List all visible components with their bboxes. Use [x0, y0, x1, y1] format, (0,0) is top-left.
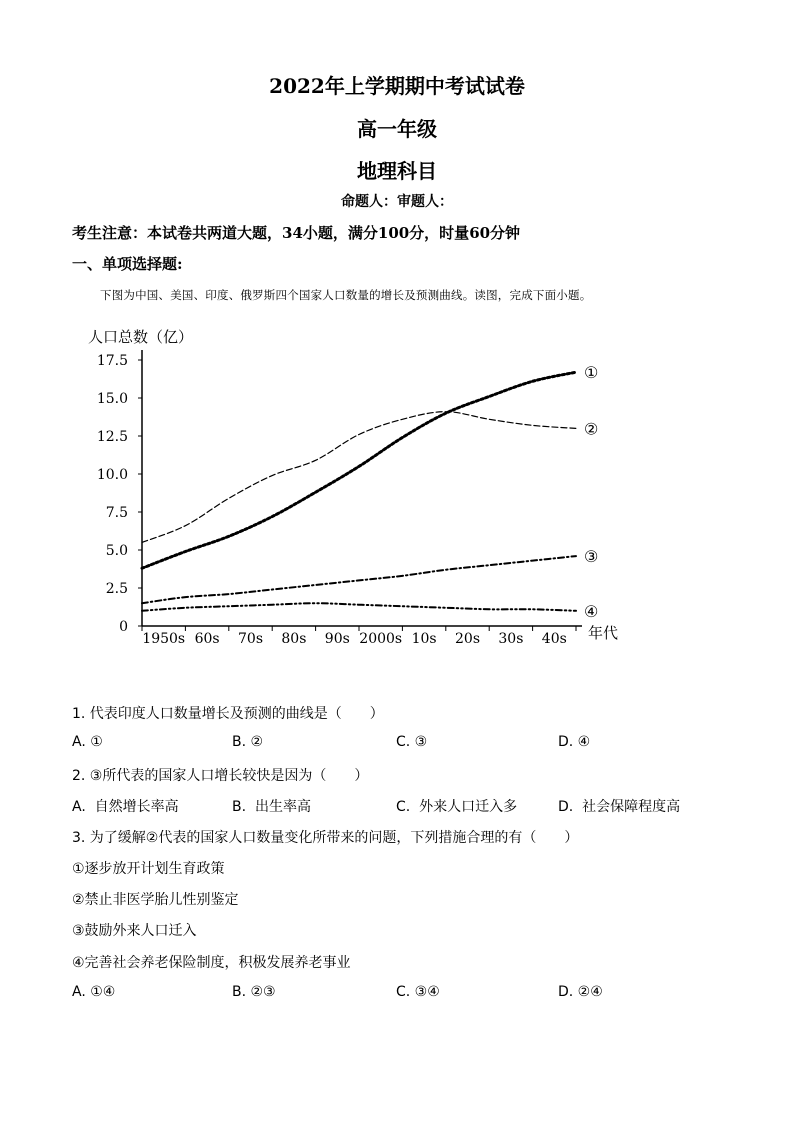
q1-option-a[interactable]: A. ①	[72, 734, 103, 750]
x-tick-label: 80s	[281, 631, 307, 647]
y-tick-label: 10.0	[96, 467, 128, 483]
x-tick-label: 2000s	[359, 631, 403, 647]
q1-option-c[interactable]: C. ③	[396, 734, 428, 750]
q1-option-d[interactable]: D. ④	[558, 734, 591, 750]
y-tick-label: 5.0	[105, 543, 128, 559]
setter-line: 命题人：审题人：	[341, 194, 453, 210]
series-line-2	[142, 412, 576, 543]
y-tick-label: 0	[119, 619, 128, 635]
q3-option-b[interactable]: B. ②③	[232, 984, 276, 1000]
series-label-2: ②	[584, 419, 599, 439]
y-tick-label: 7.5	[105, 505, 128, 521]
y-tick-label: 15.0	[96, 391, 128, 407]
x-tick-label: 1950s	[142, 631, 186, 647]
series-line-3	[142, 556, 576, 603]
population-chart	[0, 320, 794, 660]
question-1-stem: 1. 代表印度人口数量增长及预测的曲线是（ ）	[72, 706, 384, 722]
x-tick-label: 30s	[498, 631, 524, 647]
x-tick-label: 70s	[238, 631, 263, 647]
series-label-1: ①	[584, 363, 599, 383]
y-axis-label: 人口总数（亿）	[88, 328, 194, 346]
q3-option-a[interactable]: A. ①④	[72, 984, 116, 1000]
question-2-stem: 2. ③所代表的国家人口增长较快是因为（ ）	[72, 768, 369, 784]
series-line-4	[142, 603, 576, 611]
x-tick-label: 60s	[194, 631, 220, 647]
q2-option-c[interactable]: C. 外来人口迁入多	[396, 799, 518, 815]
x-tick-label: 20s	[455, 631, 480, 647]
series-label-4: ④	[584, 601, 599, 621]
section-heading: 一、单项选择题:	[72, 255, 183, 273]
q2-option-d[interactable]: D. 社会保障程度高	[558, 799, 681, 815]
q3-option-c[interactable]: C. ③④	[396, 984, 440, 1000]
section-intro: 下图为中国、美国、印度、俄罗斯四个国家人口数量的增长及预测曲线。读图，完成下面小题。	[100, 288, 592, 302]
q3-option-d[interactable]: D. ②④	[558, 984, 603, 1000]
q3-statement-1: ①逐步放开计划生育政策	[72, 861, 225, 877]
q1-option-b[interactable]: B. ②	[232, 734, 264, 750]
subject-title: 地理科目	[357, 159, 437, 183]
x-tick-label: 90s	[324, 631, 350, 647]
series-line-1	[142, 372, 576, 568]
exam-notice: 考生注意：本试卷共两道大题，34小题，满分100分，时量60分钟	[72, 224, 521, 242]
y-tick-label: 12.5	[96, 429, 128, 445]
q3-statement-2: ②禁止非医学胎儿性别鉴定	[72, 892, 239, 908]
q2-option-a[interactable]: A. 自然增长率高	[72, 799, 179, 815]
grade-title: 高一年级	[357, 117, 437, 141]
y-tick-label: 17.5	[96, 353, 128, 369]
question-3-stem: 3. 为了缓解②代表的国家人口数量变化所带来的问题，下列措施合理的有（ ）	[72, 830, 579, 846]
exam-title: 2022年上学期期中考试试卷	[269, 74, 525, 98]
series-label-3: ③	[584, 547, 599, 567]
q3-statement-4: ④完善社会养老保险制度，积极发展养老事业	[72, 955, 351, 971]
q3-statement-3: ③鼓励外来人口迁入	[72, 923, 197, 939]
y-tick-label: 2.5	[105, 581, 128, 597]
x-tick-label: 40s	[541, 631, 567, 647]
x-axis-label: 年代	[588, 624, 619, 642]
q2-option-b[interactable]: B. 出生率高	[232, 799, 311, 815]
x-tick-label: 10s	[411, 631, 437, 647]
